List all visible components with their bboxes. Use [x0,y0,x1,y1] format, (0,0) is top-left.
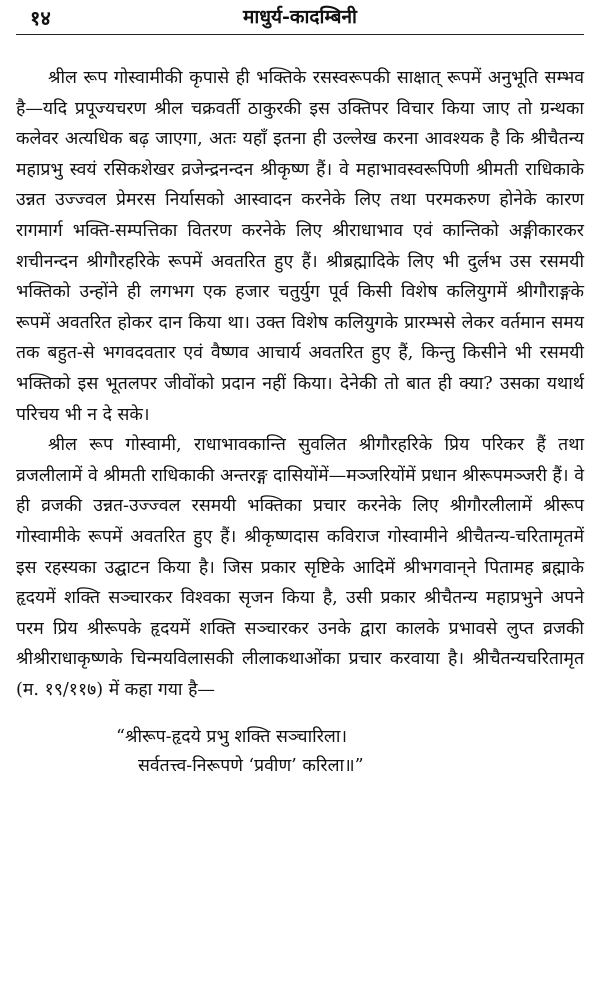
body-text [16,63,584,705]
running-title: माधुर्य-कादम्बिनी [243,6,357,28]
verse-quote [16,723,584,781]
verse-line-2: सर्वतत्त्व-निरूपणे ‘प्रवीण’ करिला॥” [138,756,364,777]
paragraph-1: श्रील रूप गोस्वामीकी कृपासे ही भक्तिके रसस्वरूपकी साक्षात् रूपमें अनुभूति सम्भव है—यदि प्रपूज्यचरण श्रील चक्रवर्ती ठाकुरकी इस उक्तिपर विचार किया जाए तो ग्रन्थका कलेवर अत्यधिक बढ़ जाएगा, अतः यहाँ इतना ही उल्लेख करना आवश्यक है कि श्रीचैतन्य महाप्रभु स्वयं रसिकशेखर व्रजेन्द्रनन्दन श्रीकृष्ण हैं। वे महाभावस्वरूपिणी श्रीमती राधिकाके उन्नत उज्ज्वल प्रेमरस निर्यासको आस्वादन करनेके लिए तथा परमकरुण होनेके कारण रागमार्ग भक्ति-सम्पत्तिका वितरण करनेके लिए श्रीराधाभाव एवं कान्तिको अङ्गीकारकर शचीनन्दन श्रीगौरहरिके रूपमें अवतरित हुए हैं। श्रीब्रह्मादिके लिए भी दुर्लभ उस रसमयी भक्तिको उन्होंने ही लगभग एक हजार चतुर्युग पूर्व किसी विशेष कलियुगमें श्रीगौराङ्गके रूपमें अवतरित होकर दान किया था। उक्त विशेष कलियुगके प्रारम्भसे लेकर वर्तमान समय तक बहुत-से भगवदवतार एवं वैष्णव आचार्य अवतरित हुए हैं, किन्तु किसीने भी रसमयी भक्तिको इस भूतलपर जीवोंको प्रदान नहीं किया। देनेकी तो बात ही क्या? उसका यथार्थ परिचय भी न दे सके। [16,68,584,425]
paragraph-2: श्रील रूप गोस्वामी, राधाभावकान्ति सुवलित श्रीगौरहरिके प्रिय परिकर हैं तथा व्रजलीलामें वे श्रीमती राधिकाकी अन्तरङ्ग दासियोंमें—मञ्जरियोंमें प्रधान श्रीरूपमञ्जरी हैं। वे ही व्रजकी उन्नत-उज्ज्वल रसमयी भक्तिका प्रचार करनेके लिए श्रीगौरलीलामें श्रीरूप गोस्वामीके रूपमें अवतरित हुए हैं। श्रीकृष्णदास कविराज गोस्वामीने श्रीचैतन्य-चरितामृतमें इस रहस्यका उद्घाटन किया है। जिस प्रकार सृष्टिके आदिमें श्रीभगवान्‌ने पितामह ब्रह्माके हृदयमें शक्ति सञ्चारकर विश्वका सृजन किया है, उसी प्रकार श्रीचैतन्य महाप्रभुने अपने परम प्रिय श्रीरूपके हृदयमें शक्ति सञ्चारकर उनके द्वारा कालके प्रभावसे लुप्त व्रजकी श्रीश्रीराधाकृष्णके चिन्मयविलासकी लीलाकथाओंका प्रचार करवाया है। श्रीचैतन्यचरितामृत (म. १९/११७) में कहा गया है— [16,435,584,700]
page-header [16,0,584,35]
page-number: १४ [30,6,51,30]
verse-line-1: “श्रीरूप-हृदये प्रभु शक्ति सञ्चारिला। [116,727,348,748]
